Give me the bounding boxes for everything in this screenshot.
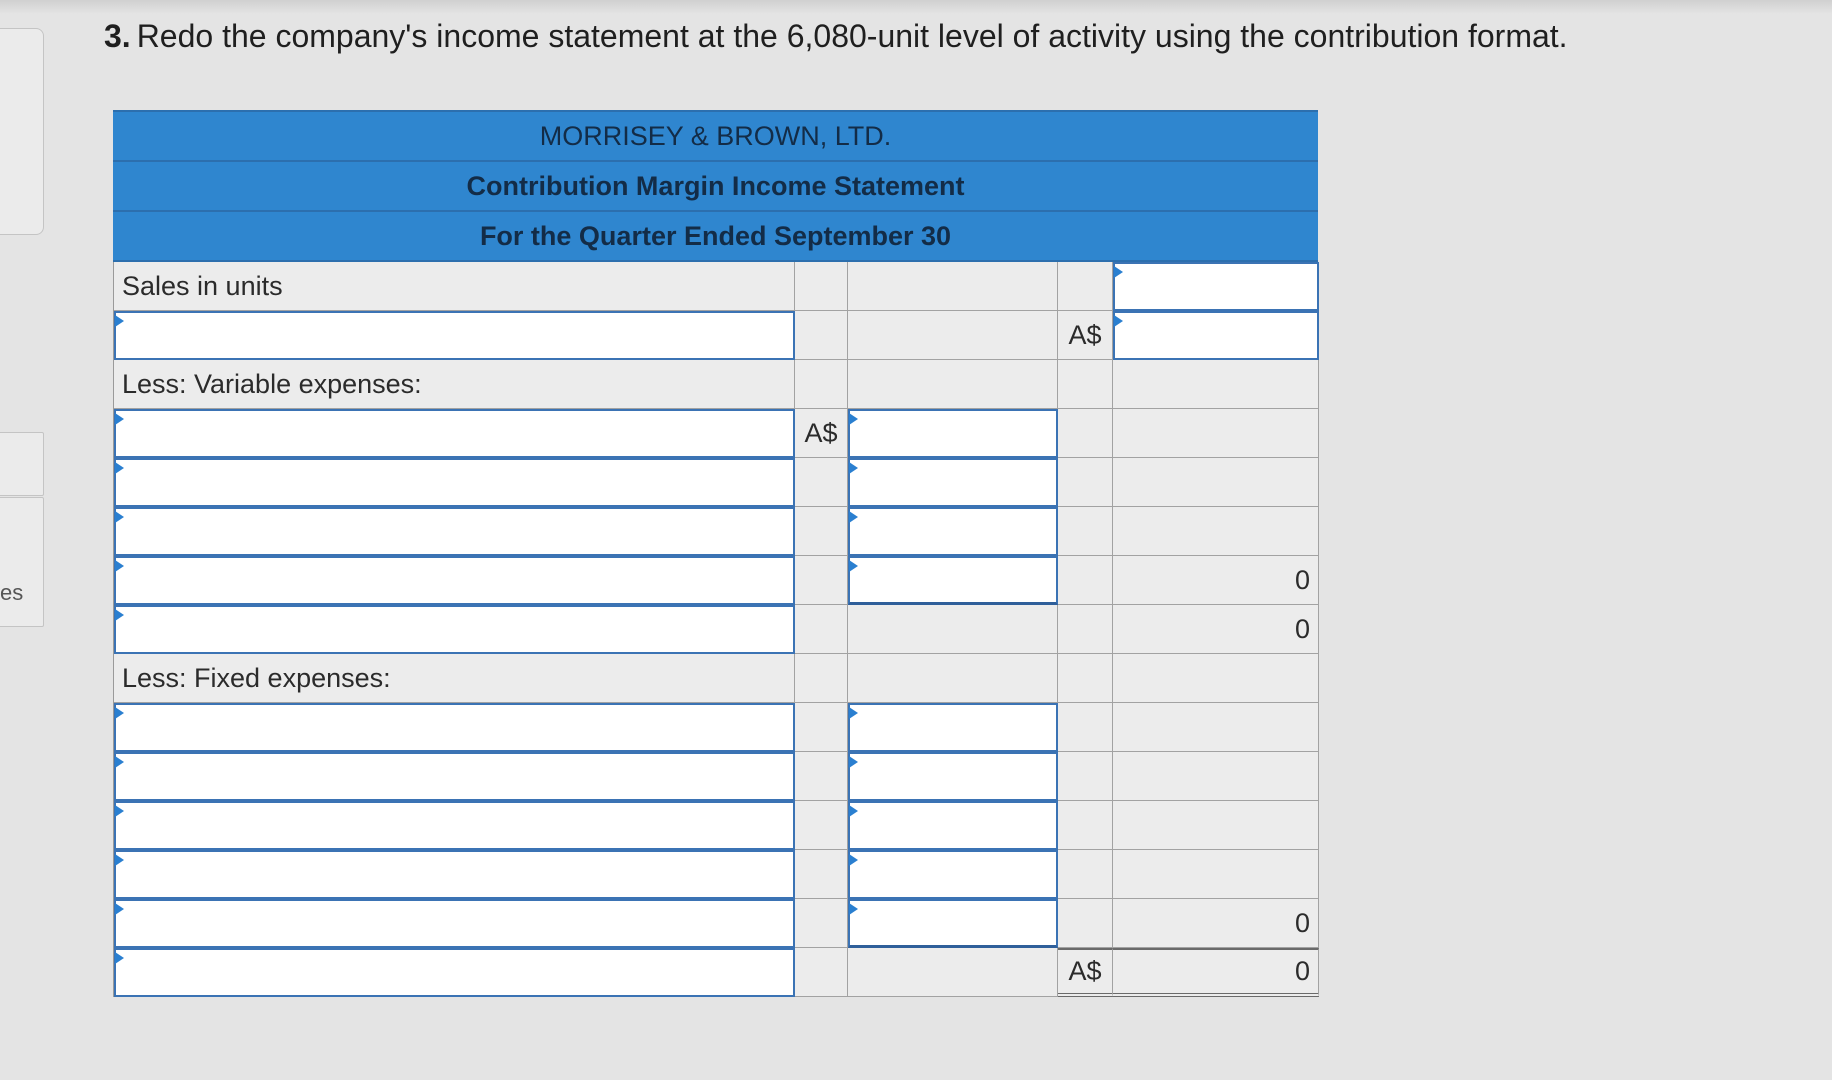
empty-cell — [795, 654, 848, 703]
empty-cell — [1113, 752, 1319, 801]
side-panel-tab[interactable] — [0, 497, 44, 627]
empty-cell — [1058, 262, 1113, 311]
empty-cell — [848, 654, 1058, 703]
empty-cell — [1113, 703, 1319, 752]
empty-cell — [795, 850, 848, 899]
statement-grid — [113, 262, 1318, 997]
empty-cell — [795, 801, 848, 850]
empty-cell — [1113, 458, 1319, 507]
variable-expense-label-input[interactable] — [114, 507, 795, 556]
statement-period: For the Quarter Ended September 30 — [113, 212, 1318, 262]
currency-label: A$ — [1058, 948, 1113, 997]
empty-cell — [848, 360, 1058, 409]
empty-cell — [795, 262, 848, 311]
empty-cell — [1113, 409, 1319, 458]
variable-expense-amount-input[interactable] — [848, 458, 1058, 507]
empty-cell — [1113, 507, 1319, 556]
currency-label: A$ — [1058, 311, 1113, 360]
empty-cell — [1058, 752, 1113, 801]
fixed-expense-label-input[interactable] — [114, 752, 795, 801]
income-statement — [113, 110, 1318, 997]
side-panel-tab[interactable] — [0, 28, 44, 235]
fixed-expenses-total: 0 — [1113, 899, 1319, 948]
question-text — [104, 18, 1568, 55]
empty-cell — [795, 899, 848, 948]
variable-expense-amount-input[interactable] — [848, 409, 1058, 458]
contribution-margin-label-input[interactable] — [114, 605, 795, 654]
empty-cell — [1058, 654, 1113, 703]
question-body: Redo the company's income statement at the 6,080-unit level of activity using the contribution format. — [136, 18, 1568, 54]
empty-cell — [1058, 556, 1113, 605]
variable-expense-amount-input[interactable] — [848, 507, 1058, 556]
empty-cell — [1058, 703, 1113, 752]
empty-cell — [1058, 605, 1113, 654]
empty-cell — [848, 262, 1058, 311]
empty-cell — [795, 752, 848, 801]
currency-label: A$ — [795, 409, 848, 458]
empty-cell — [848, 311, 1058, 360]
fixed-expense-amount-input[interactable] — [848, 801, 1058, 850]
net-operating-income-total: 0 — [1113, 948, 1319, 997]
fixed-expense-amount-input[interactable] — [848, 703, 1058, 752]
fixed-expense-label-input[interactable] — [114, 801, 795, 850]
fixed-expense-amount-input[interactable] — [848, 752, 1058, 801]
empty-cell — [795, 556, 848, 605]
variable-expenses-label: Less: Variable expenses: — [114, 360, 795, 409]
variable-expenses-total: 0 — [1113, 556, 1319, 605]
side-panel-tab[interactable] — [0, 432, 44, 496]
empty-cell — [1058, 458, 1113, 507]
empty-cell — [1113, 801, 1319, 850]
sales-label-input[interactable] — [114, 311, 795, 360]
top-bar — [0, 0, 1832, 14]
fixed-expense-label-input[interactable] — [114, 850, 795, 899]
empty-cell — [795, 458, 848, 507]
empty-cell — [795, 507, 848, 556]
question-number: 3. — [104, 18, 131, 54]
empty-cell — [795, 605, 848, 654]
fixed-expense-label-input[interactable] — [114, 899, 795, 948]
variable-expense-label-input[interactable] — [114, 556, 795, 605]
fixed-expense-label-input[interactable] — [114, 703, 795, 752]
statement-title: Contribution Margin Income Statement — [113, 162, 1318, 212]
fixed-expense-amount-input[interactable] — [848, 850, 1058, 899]
empty-cell — [1058, 360, 1113, 409]
empty-cell — [795, 703, 848, 752]
empty-cell — [1058, 409, 1113, 458]
contribution-margin-total: 0 — [1113, 605, 1319, 654]
empty-cell — [1113, 654, 1319, 703]
variable-expense-label-input[interactable] — [114, 458, 795, 507]
empty-cell — [1058, 899, 1113, 948]
variable-expense-label-input[interactable] — [114, 409, 795, 458]
empty-cell — [1113, 360, 1319, 409]
empty-cell — [848, 948, 1058, 997]
empty-cell — [795, 948, 848, 997]
sales-units-input[interactable] — [1113, 262, 1319, 311]
company-name: MORRISEY & BROWN, LTD. — [113, 110, 1318, 162]
empty-cell — [1058, 507, 1113, 556]
fixed-expense-amount-input[interactable] — [848, 899, 1058, 948]
fixed-expenses-label: Less: Fixed expenses: — [114, 654, 795, 703]
variable-expense-amount-input[interactable] — [848, 556, 1058, 605]
net-income-label-input[interactable] — [114, 948, 795, 997]
side-panel-text: es — [0, 580, 24, 605]
sales-amount-input[interactable] — [1113, 311, 1319, 360]
empty-cell — [1058, 801, 1113, 850]
empty-cell — [1058, 850, 1113, 899]
empty-cell — [795, 360, 848, 409]
empty-cell — [848, 605, 1058, 654]
empty-cell — [795, 311, 848, 360]
sales-units-label: Sales in units — [114, 262, 795, 311]
empty-cell — [1113, 850, 1319, 899]
